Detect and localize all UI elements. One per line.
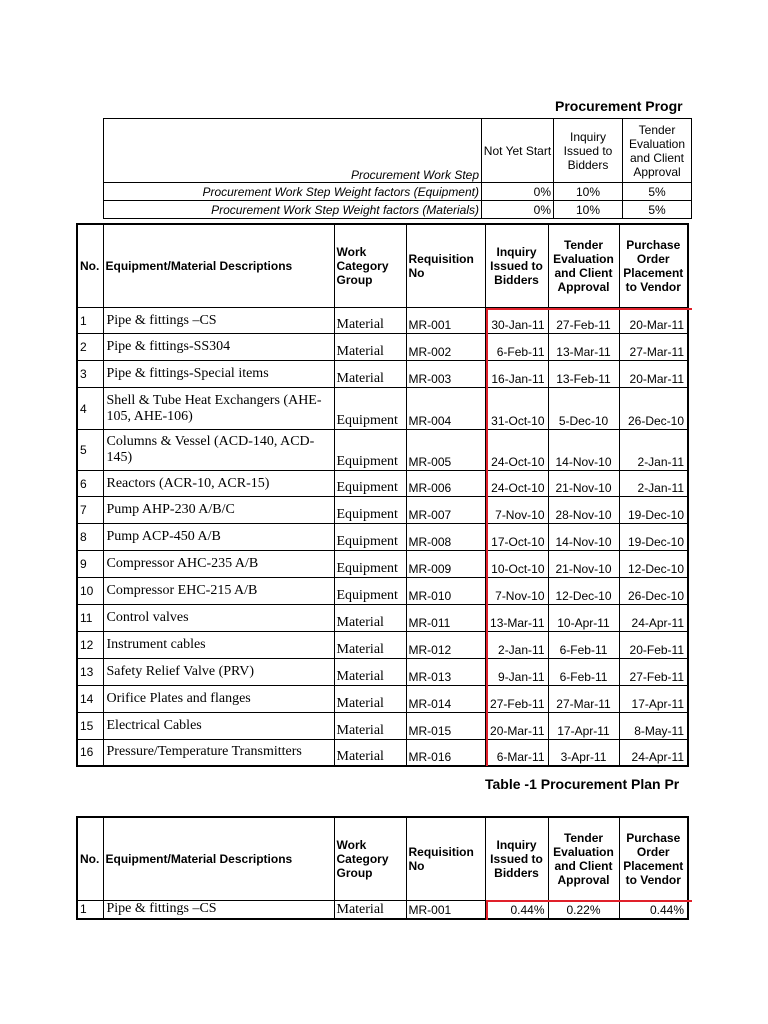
table-row [77, 659, 688, 686]
row-inquiry-date: 2-Jan-11 [485, 632, 548, 659]
row-inquiry-date: 6-Mar-11 [485, 740, 548, 766]
header-no: No. [77, 817, 103, 901]
row-work-category: Material [334, 361, 406, 388]
row-description: Pipe & fittings –CS [103, 901, 334, 919]
progress-table-body [77, 901, 688, 919]
weight-value: 5% [623, 183, 692, 201]
row-description: Pipe & fittings-Special items [103, 361, 334, 388]
row-requisition: MR-010 [406, 578, 485, 605]
weight-value: 0% [482, 183, 554, 201]
row-tender-date: 6-Feb-11 [548, 632, 619, 659]
row-description: Pipe & fittings-SS304 [103, 334, 334, 361]
weight-value: 0% [482, 201, 554, 219]
row-description: Shell & Tube Heat Exchangers (AHE-105, AHE-106) [103, 388, 334, 430]
row-inquiry-date: 24-Oct-10 [485, 471, 548, 497]
row-tender-date: 14-Nov-10 [548, 430, 619, 471]
row-requisition: MR-013 [406, 659, 485, 686]
row-tender-date: 13-Mar-11 [548, 334, 619, 361]
page-title: Procurement Progr [555, 98, 683, 114]
row-po-date: 12-Dec-10 [619, 551, 688, 578]
table-row [77, 605, 688, 632]
header-inquiry: Inquiry Issued to Bidders [485, 224, 548, 308]
row-po-date: 27-Mar-11 [619, 334, 688, 361]
table-row [77, 430, 688, 471]
row-work-category: Material [334, 659, 406, 686]
weight-row-label: Procurement Work Step Weight factors (Equipment) [104, 183, 482, 201]
row-po-date: 8-May-11 [619, 713, 688, 740]
procurement-progress-table [76, 816, 689, 920]
header-inquiry: Inquiry Issued to Bidders [485, 817, 548, 901]
header-tender: Tender Evaluation and Client Approval [548, 224, 619, 308]
row-description: Compressor EHC-215 A/B [103, 578, 334, 605]
row-number: 6 [77, 471, 103, 497]
weight-value: 5% [623, 201, 692, 219]
row-tender-date: 3-Apr-11 [548, 740, 619, 766]
header-requisition: Requisition No [406, 224, 485, 308]
row-inquiry-date: 27-Feb-11 [485, 686, 548, 713]
row-requisition: MR-003 [406, 361, 485, 388]
row-requisition: MR-001 [406, 308, 485, 334]
row-number: 5 [77, 430, 103, 471]
table-header-row [77, 224, 688, 308]
row-tender-date: 28-Nov-10 [548, 497, 619, 524]
highlight-line [486, 900, 692, 902]
row-number: 9 [77, 551, 103, 578]
header-purchase-order: Purchase Order Placement to Vendor [619, 224, 688, 308]
row-tender-date: 0.22% [548, 901, 619, 919]
row-requisition: MR-014 [406, 686, 485, 713]
row-inquiry-date: 24-Oct-10 [485, 430, 548, 471]
row-work-category: Equipment [334, 497, 406, 524]
weight-value: 10% [554, 183, 623, 201]
row-work-category: Equipment [334, 551, 406, 578]
header-work-category: Work Category Group [334, 817, 406, 901]
header-description: Equipment/Material Descriptions [103, 224, 334, 308]
weight-factors-table [103, 118, 692, 219]
row-tender-date: 17-Apr-11 [548, 713, 619, 740]
table-row [77, 632, 688, 659]
row-inquiry-date: 10-Oct-10 [485, 551, 548, 578]
row-work-category: Material [334, 605, 406, 632]
row-work-category: Equipment [334, 578, 406, 605]
row-po-date: 17-Apr-11 [619, 686, 688, 713]
row-number: 7 [77, 497, 103, 524]
procurement-plan-table [76, 223, 689, 767]
row-description: Pump AHP-230 A/B/C [103, 497, 334, 524]
row-inquiry-date: 31-Oct-10 [485, 388, 548, 430]
row-inquiry-date: 20-Mar-11 [485, 713, 548, 740]
row-requisition: MR-006 [406, 471, 485, 497]
row-po-date: 26-Dec-10 [619, 388, 688, 430]
plan-table-body [77, 308, 688, 766]
row-inquiry-date: 7-Nov-10 [485, 578, 548, 605]
row-requisition: MR-015 [406, 713, 485, 740]
weight-row-label: Procurement Work Step Weight factors (Materials) [104, 201, 482, 219]
row-description: Reactors (ACR-10, ACR-15) [103, 471, 334, 497]
row-inquiry-date: 7-Nov-10 [485, 497, 548, 524]
header-tender: Tender Evaluation and Client Approval [548, 817, 619, 901]
row-requisition: MR-008 [406, 524, 485, 551]
row-work-category: Material [334, 686, 406, 713]
col-not-yet-start: Not Yet Start [482, 119, 554, 183]
row-po-date: 2-Jan-11 [619, 430, 688, 471]
header-description: Equipment/Material Descriptions [103, 817, 334, 901]
row-description: Safety Relief Valve (PRV) [103, 659, 334, 686]
row-work-category: Material [334, 334, 406, 361]
table-row [77, 361, 688, 388]
table-row [77, 308, 688, 334]
row-description: Control valves [103, 605, 334, 632]
table-header-row [77, 817, 688, 901]
row-inquiry-date: 0.44% [485, 901, 548, 919]
highlight-line [486, 900, 488, 920]
row-tender-date: 27-Mar-11 [548, 686, 619, 713]
row-requisition: MR-009 [406, 551, 485, 578]
table-row [77, 740, 688, 766]
row-requisition: MR-007 [406, 497, 485, 524]
table-row [77, 524, 688, 551]
row-po-date: 2-Jan-11 [619, 471, 688, 497]
row-work-category: Equipment [334, 430, 406, 471]
row-tender-date: 14-Nov-10 [548, 524, 619, 551]
row-po-date: 20-Feb-11 [619, 632, 688, 659]
row-tender-date: 12-Dec-10 [548, 578, 619, 605]
row-work-category: Equipment [334, 524, 406, 551]
row-number: 1 [77, 901, 103, 919]
row-number: 10 [77, 578, 103, 605]
row-number: 13 [77, 659, 103, 686]
row-description: Instrument cables [103, 632, 334, 659]
row-po-date: 20-Mar-11 [619, 308, 688, 334]
header-requisition: Requisition No [406, 817, 485, 901]
row-requisition: MR-012 [406, 632, 485, 659]
row-description: Columns & Vessel (ACD-140, ACD-145) [103, 430, 334, 471]
row-description: Pipe & fittings –CS [103, 308, 334, 334]
row-tender-date: 6-Feb-11 [548, 659, 619, 686]
row-tender-date: 27-Feb-11 [548, 308, 619, 334]
row-inquiry-date: 13-Mar-11 [485, 605, 548, 632]
table-row [77, 686, 688, 713]
table-row [77, 578, 688, 605]
row-requisition: MR-004 [406, 388, 485, 430]
row-inquiry-date: 6-Feb-11 [485, 334, 548, 361]
table-row [77, 713, 688, 740]
row-description: Orifice Plates and flanges [103, 686, 334, 713]
row-number: 4 [77, 388, 103, 430]
row-description: Compressor AHC-235 A/B [103, 551, 334, 578]
highlight-line [486, 308, 692, 310]
row-work-category: Material [334, 308, 406, 334]
highlight-line [486, 308, 488, 766]
row-description: Electrical Cables [103, 713, 334, 740]
row-po-date: 24-Apr-11 [619, 740, 688, 766]
row-po-date: 26-Dec-10 [619, 578, 688, 605]
col-inquiry-issued: Inquiry Issued to Bidders [554, 119, 623, 183]
row-number: 16 [77, 740, 103, 766]
row-work-category: Material [334, 632, 406, 659]
row-number: 8 [77, 524, 103, 551]
row-number: 3 [77, 361, 103, 388]
weight-value: 10% [554, 201, 623, 219]
row-number: 11 [77, 605, 103, 632]
row-tender-date: 5-Dec-10 [548, 388, 619, 430]
row-number: 2 [77, 334, 103, 361]
row-description: Pump ACP-450 A/B [103, 524, 334, 551]
header-no: No. [77, 224, 103, 308]
col-tender-evaluation: Tender Evaluation and Client Approval [623, 119, 692, 183]
header-purchase-order: Purchase Order Placement to Vendor [619, 817, 688, 901]
table-row [77, 901, 688, 919]
table-row [77, 497, 688, 524]
row-description: Pressure/Temperature Transmitters [103, 740, 334, 766]
row-inquiry-date: 17-Oct-10 [485, 524, 548, 551]
work-step-label: Procurement Work Step [104, 119, 482, 183]
row-tender-date: 21-Nov-10 [548, 551, 619, 578]
row-work-category: Equipment [334, 471, 406, 497]
header-work-category: Work Category Group [334, 224, 406, 308]
row-number: 14 [77, 686, 103, 713]
row-tender-date: 13-Feb-11 [548, 361, 619, 388]
row-inquiry-date: 16-Jan-11 [485, 361, 548, 388]
table-row [77, 388, 688, 430]
row-number: 1 [77, 308, 103, 334]
row-work-category: Equipment [334, 388, 406, 430]
row-po-date: 27-Feb-11 [619, 659, 688, 686]
row-work-category: Material [334, 740, 406, 766]
row-inquiry-date: 9-Jan-11 [485, 659, 548, 686]
row-requisition: MR-002 [406, 334, 485, 361]
row-tender-date: 21-Nov-10 [548, 471, 619, 497]
table-row [77, 551, 688, 578]
row-po-date: 24-Apr-11 [619, 605, 688, 632]
row-work-category: Material [334, 713, 406, 740]
row-requisition: MR-005 [406, 430, 485, 471]
row-number: 15 [77, 713, 103, 740]
row-po-date: 19-Dec-10 [619, 524, 688, 551]
row-work-category: Material [334, 901, 406, 919]
row-po-date: 19-Dec-10 [619, 497, 688, 524]
row-po-date: 0.44% [619, 901, 688, 919]
row-requisition: MR-001 [406, 901, 485, 919]
row-number: 12 [77, 632, 103, 659]
table-row [77, 471, 688, 497]
row-requisition: MR-011 [406, 605, 485, 632]
row-requisition: MR-016 [406, 740, 485, 766]
row-inquiry-date: 30-Jan-11 [485, 308, 548, 334]
table-caption: Table -1 Procurement Plan Pr [485, 776, 680, 792]
row-tender-date: 10-Apr-11 [548, 605, 619, 632]
table-row [77, 334, 688, 361]
row-po-date: 20-Mar-11 [619, 361, 688, 388]
